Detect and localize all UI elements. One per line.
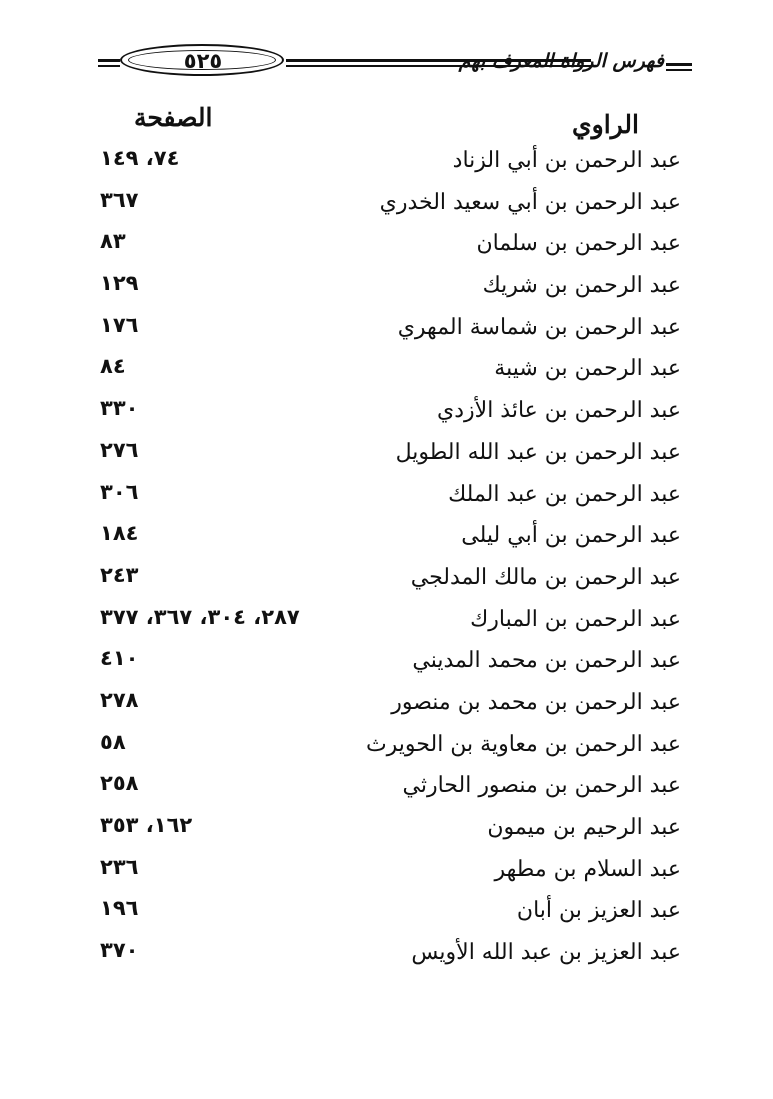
index-row <box>0 938 773 980</box>
index-row <box>0 813 773 855</box>
page-references: ٢٧٨ <box>100 687 139 712</box>
narrator-name: عبد الرحمن بن معاوية بن الحويرث <box>365 731 681 757</box>
index-row <box>0 229 773 271</box>
header-title: فهرس الرواة المعرف بهم <box>458 50 664 72</box>
narrator-name: عبد الرحمن بن شماسة المهري <box>397 314 681 340</box>
header-rule-left <box>98 59 120 68</box>
index-row <box>0 354 773 396</box>
index-row <box>0 730 773 772</box>
narrator-name: عبد العزيز بن عبد الله الأويس <box>411 940 681 966</box>
index-row <box>0 146 773 188</box>
index-row <box>0 313 773 355</box>
narrator-name: عبد الرحيم بن ميمون <box>487 815 681 840</box>
narrator-name: عبد الرحمن بن منصور الحارثي <box>402 773 681 799</box>
narrator-name: عبد الرحمن بن المبارك <box>470 606 681 632</box>
page-references: ٣٣٠ <box>100 396 139 421</box>
page-number-badge <box>120 44 286 78</box>
page-references: ٣٦٧ <box>100 187 139 212</box>
page-references: ١٦٢، ٣٥٣ <box>100 813 193 837</box>
index-row <box>0 396 773 438</box>
page-references: ٨٤ <box>100 354 126 379</box>
page-references: ٢٨٧، ٣٠٤، ٣٦٧، ٣٧٧ <box>100 604 300 629</box>
header-rule-right <box>666 63 692 72</box>
index-row <box>0 688 773 730</box>
page-references: ٣٠٦ <box>100 479 139 504</box>
index-row <box>0 896 773 938</box>
narrator-name: عبد الرحمن بن شيبة <box>494 356 681 382</box>
narrator-name: عبد العزيز بن أبان <box>516 898 681 924</box>
narrator-name: عبد الرحمن بن عائذ الأزدي <box>437 398 681 424</box>
narrator-name: عبد الرحمن بن محمد بن منصور <box>391 689 681 715</box>
page-references: ٥٨ <box>100 729 126 754</box>
page-references: ٢٣٦ <box>100 854 139 879</box>
narrator-name: عبد الرحمن بن عبد الملك <box>448 481 681 507</box>
page-references: ٤١٠ <box>100 646 139 671</box>
page-references: ١٧٦ <box>100 312 139 337</box>
page-references: ٨٣ <box>100 229 126 254</box>
index-row <box>0 521 773 563</box>
page-references: ٢٥٨ <box>100 771 139 796</box>
index-row <box>0 605 773 647</box>
page-references: ٧٤، ١٤٩ <box>100 146 180 170</box>
index-row <box>0 271 773 313</box>
index-row <box>0 563 773 605</box>
index-row <box>0 855 773 897</box>
narrator-name: عبد الرحمن بن أبي سعيد الخدري <box>379 189 681 215</box>
narrator-name: عبد الرحمن بن عبد الله الطويل <box>395 439 681 465</box>
page-number: ٥٢٥ <box>183 49 223 73</box>
page-references: ١٩٦ <box>100 896 139 921</box>
narrator-name: عبد الرحمن بن أبي ليلى <box>461 523 681 549</box>
index-row <box>0 438 773 480</box>
column-heading-narrator: الراوي <box>572 110 639 139</box>
index-row <box>0 188 773 230</box>
narrator-name: عبد الرحمن بن أبي الزناد <box>452 148 681 173</box>
page-references: ١٢٩ <box>100 271 139 296</box>
index-entries <box>0 146 773 980</box>
index-row <box>0 480 773 522</box>
page-references: ١٨٤ <box>100 521 139 546</box>
narrator-name: عبد الرحمن بن سلمان <box>476 231 681 257</box>
narrator-name: عبد الرحمن بن شريك <box>482 273 681 299</box>
running-header <box>98 42 690 82</box>
page-references: ٢٧٦ <box>100 437 139 462</box>
page-references: ٣٧٠ <box>100 938 139 963</box>
narrator-name: عبد الرحمن بن مالك المدلجي <box>410 564 681 590</box>
column-heading-page: الصفحة <box>134 103 213 132</box>
index-row <box>0 771 773 813</box>
narrator-name: عبد الرحمن بن محمد المديني <box>412 648 681 674</box>
page-references: ٢٤٣ <box>100 562 139 587</box>
index-row <box>0 646 773 688</box>
narrator-name: عبد السلام بن مطهر <box>494 856 681 882</box>
